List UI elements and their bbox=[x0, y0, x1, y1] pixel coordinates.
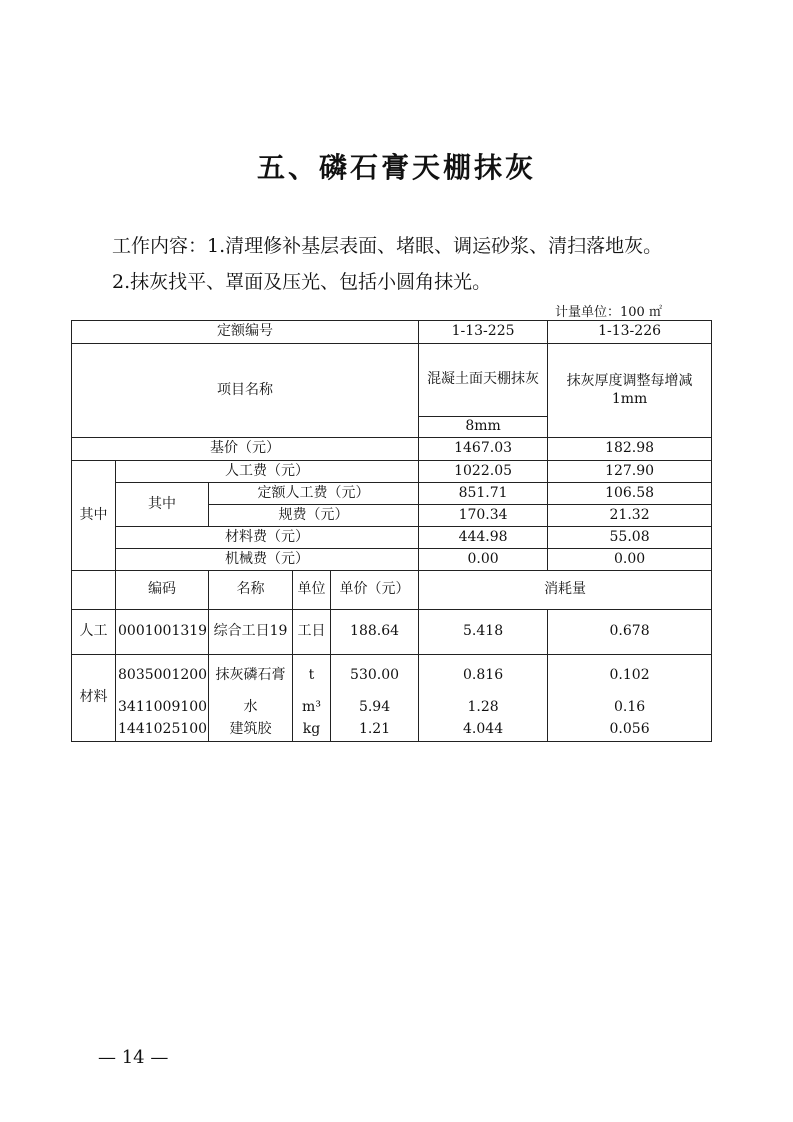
resource-code: 1441025100 bbox=[116, 719, 209, 742]
regulation-fee-1: 170.34 bbox=[419, 505, 548, 527]
resource-price: 530.00 bbox=[331, 655, 419, 698]
resource-consumption-1: 5.418 bbox=[419, 610, 548, 655]
page-number: — 14 — bbox=[98, 1047, 169, 1068]
base-price-label: 基价（元） bbox=[72, 438, 419, 461]
work-content-line-2: 2.抹灰找平、罩面及压光、包括小圆角抹光。 bbox=[112, 271, 492, 293]
base-price-1: 1467.03 bbox=[419, 438, 548, 461]
resource-unit: t bbox=[293, 655, 331, 698]
resource-consumption-2: 0.16 bbox=[548, 697, 712, 719]
resource-consumption-1: 1.28 bbox=[419, 697, 548, 719]
item-name-1: 混凝土面天棚抹灰 bbox=[419, 344, 548, 417]
resource-consumption-1: 4.044 bbox=[419, 719, 548, 742]
resource-code: 0001001319 bbox=[116, 610, 209, 655]
machine-fee-1: 0.00 bbox=[419, 549, 548, 571]
material-group-label: 材料 bbox=[72, 655, 116, 742]
measurement-unit: 计量单位：100 ㎡ bbox=[555, 305, 662, 320]
resource-consumption-2: 0.056 bbox=[548, 719, 712, 742]
material-fee-label: 材料费（元） bbox=[116, 527, 419, 549]
quota-labor-1: 851.71 bbox=[419, 483, 548, 505]
item-name-2: 抹灰厚度调整每增减1mm bbox=[548, 344, 712, 438]
header-code: 编码 bbox=[116, 571, 209, 610]
machine-fee-2: 0.00 bbox=[548, 549, 712, 571]
resource-name: 水 bbox=[209, 697, 293, 719]
resource-consumption-2: 0.678 bbox=[548, 610, 712, 655]
material-fee-2: 55.08 bbox=[548, 527, 712, 549]
quota-table bbox=[71, 320, 712, 742]
resource-name: 抹灰磷石膏 bbox=[209, 655, 293, 698]
material-fee-1: 444.98 bbox=[419, 527, 548, 549]
quota-labor-2: 106.58 bbox=[548, 483, 712, 505]
resource-name: 综合工日19 bbox=[209, 610, 293, 655]
resource-name: 建筑胶 bbox=[209, 719, 293, 742]
of-which-label: 其中 bbox=[72, 461, 116, 571]
code-label: 定额编号 bbox=[72, 321, 419, 344]
labor-fee-label: 人工费（元） bbox=[116, 461, 419, 483]
quota-code-1: 1-13-225 bbox=[419, 321, 548, 344]
resource-price: 1.21 bbox=[331, 719, 419, 742]
header-unit-price: 单价（元） bbox=[331, 571, 419, 610]
resource-price: 188.64 bbox=[331, 610, 419, 655]
resource-unit: 工日 bbox=[293, 610, 331, 655]
labor-fee-1: 1022.05 bbox=[419, 461, 548, 483]
quota-code-2: 1-13-226 bbox=[548, 321, 712, 344]
page-title: 五、磷石膏天棚抹灰 bbox=[256, 151, 536, 184]
regulation-fee-2: 21.32 bbox=[548, 505, 712, 527]
of-which-inner-label: 其中 bbox=[116, 483, 209, 527]
header-name: 名称 bbox=[209, 571, 293, 610]
labor-fee-2: 127.90 bbox=[548, 461, 712, 483]
resource-code: 8035001200 bbox=[116, 655, 209, 698]
quota-labor-label: 定额人工费（元） bbox=[209, 483, 419, 505]
resource-price: 5.94 bbox=[331, 697, 419, 719]
header-blank bbox=[72, 571, 116, 610]
labor-group-label: 人工 bbox=[72, 610, 116, 655]
resource-consumption-1: 0.816 bbox=[419, 655, 548, 698]
header-unit: 单位 bbox=[293, 571, 331, 610]
resource-consumption-2: 0.102 bbox=[548, 655, 712, 698]
item-unit: 8mm bbox=[419, 417, 548, 438]
resource-code: 3411009100 bbox=[116, 697, 209, 719]
resource-unit: kg bbox=[293, 719, 331, 742]
regulation-fee-label: 规费（元） bbox=[209, 505, 419, 527]
base-price-2: 182.98 bbox=[548, 438, 712, 461]
resource-unit: m³ bbox=[293, 697, 331, 719]
work-content-line-1: 工作内容：1.清理修补基层表面、堵眼、调运砂浆、清扫落地灰。 bbox=[112, 235, 663, 257]
machine-fee-label: 机械费（元） bbox=[116, 549, 419, 571]
item-name-label: 项目名称 bbox=[72, 344, 419, 438]
header-consumption: 消耗量 bbox=[419, 571, 712, 610]
